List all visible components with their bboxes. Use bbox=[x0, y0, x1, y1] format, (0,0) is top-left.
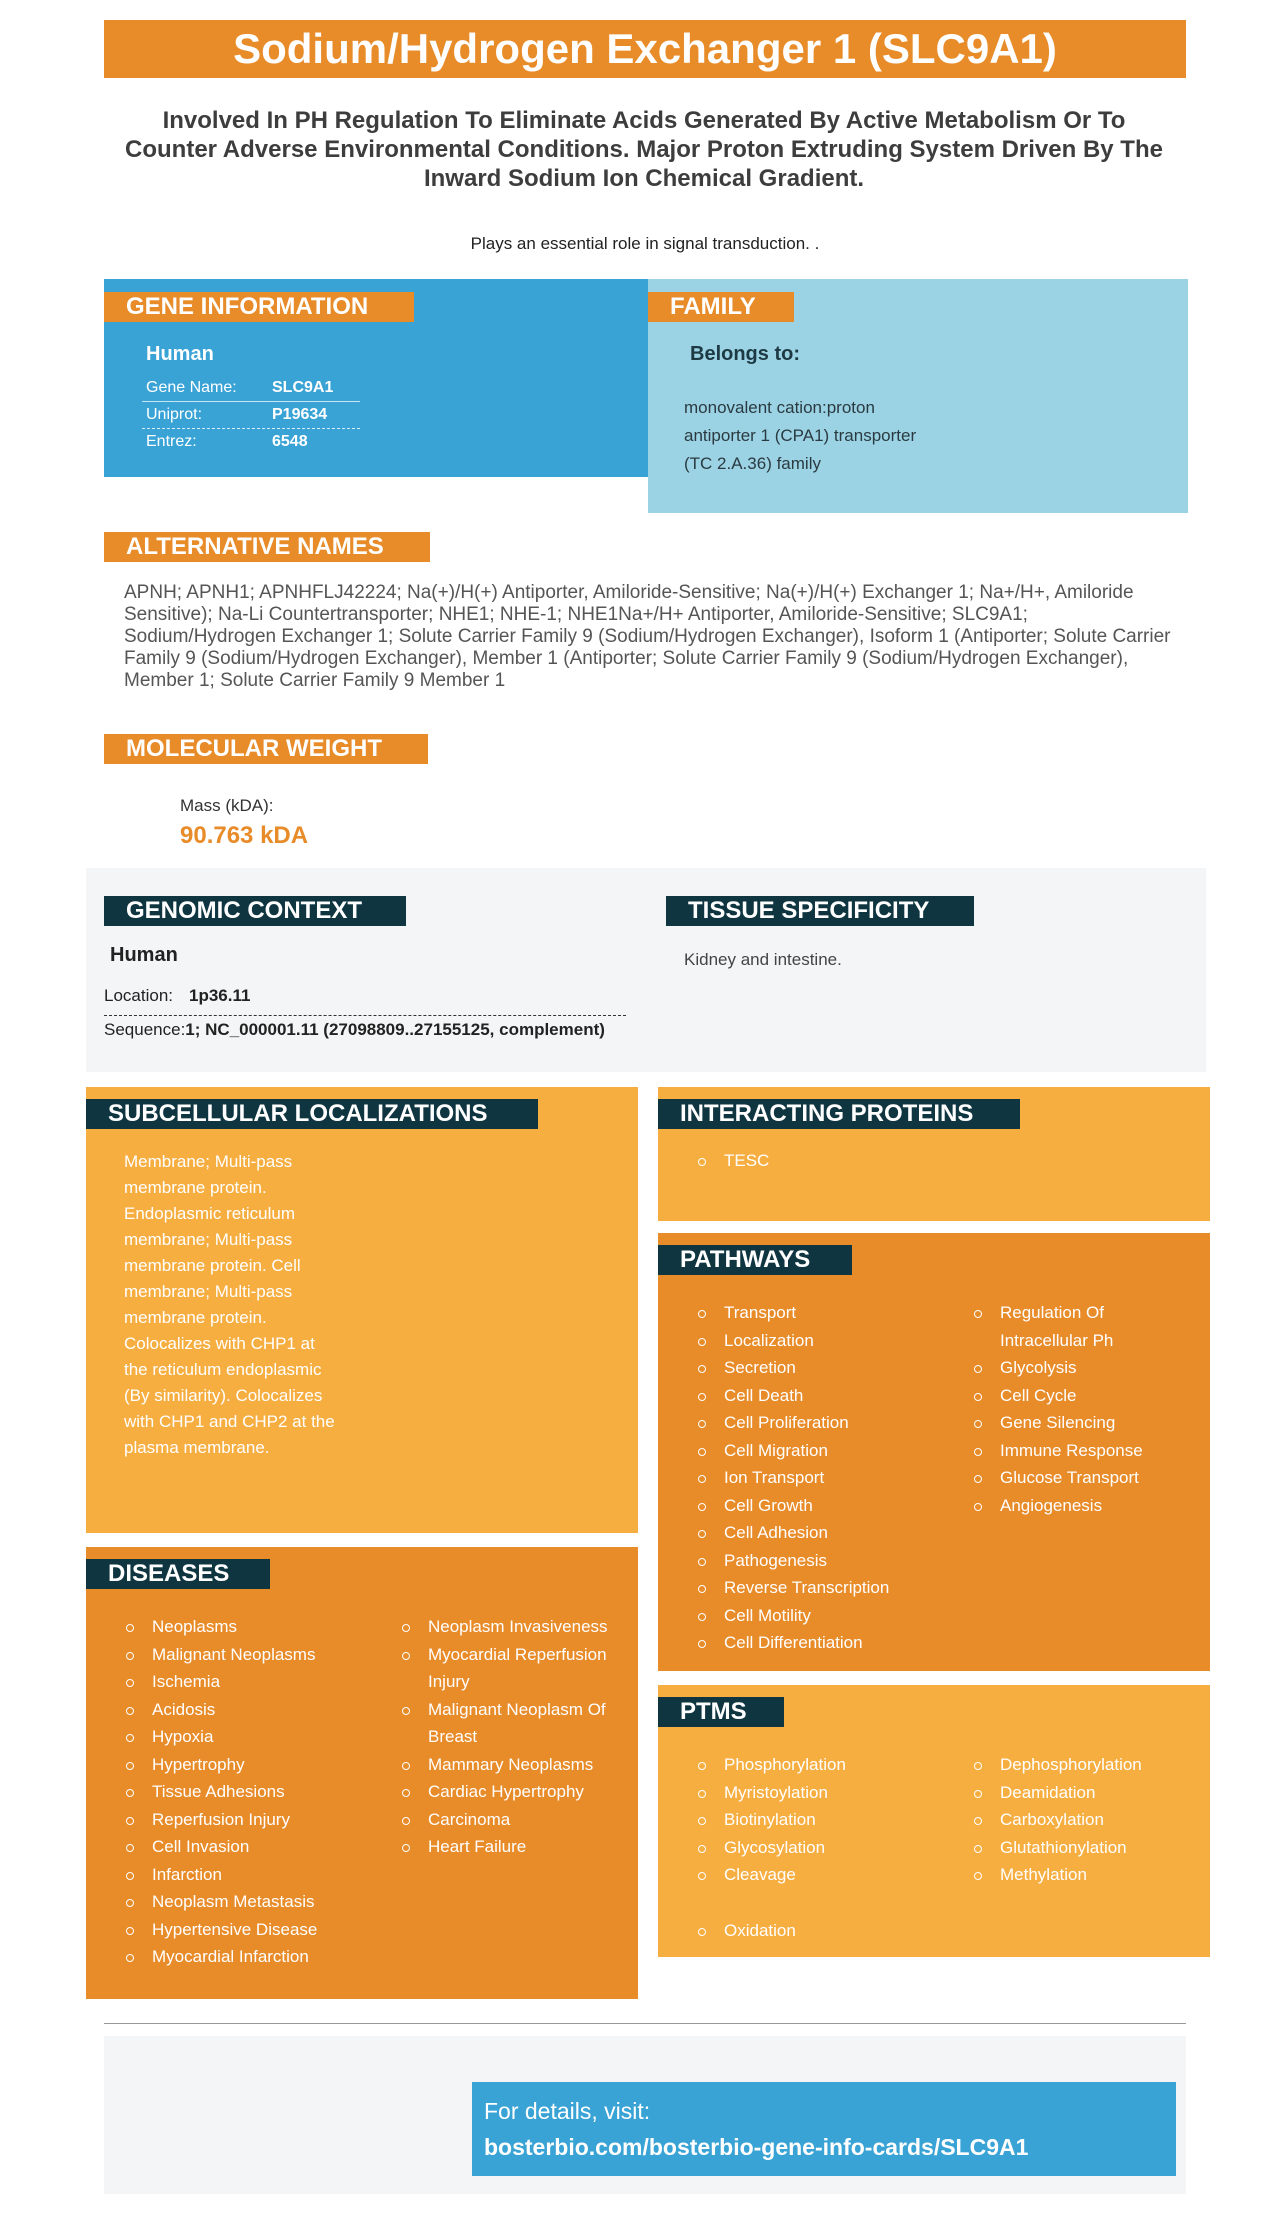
list-item: Carcinoma bbox=[400, 1806, 610, 1834]
footer-divider bbox=[104, 2023, 1186, 2024]
list-item: Myocardial Infarction bbox=[124, 1943, 374, 1971]
location-value: 1p36.11 bbox=[189, 986, 251, 1005]
list-item: Cardiac Hypertrophy bbox=[400, 1778, 610, 1806]
entrez-label: Entrez: bbox=[146, 433, 197, 450]
list-item: Gene Silencing bbox=[972, 1409, 1172, 1437]
list-item: Neoplasms bbox=[124, 1613, 374, 1641]
list-item: Malignant Neoplasm Of Breast bbox=[400, 1696, 610, 1751]
interacting-proteins-heading: INTERACTING PROTEINS bbox=[658, 1099, 1020, 1129]
list-item: Cleavage bbox=[696, 1861, 946, 1889]
list-item: Ischemia bbox=[124, 1668, 374, 1696]
diseases-list-col1 bbox=[124, 1613, 374, 1971]
list-item: Cell Differentiation bbox=[696, 1629, 946, 1657]
entrez-row bbox=[142, 429, 360, 456]
gene-species: Human bbox=[146, 343, 214, 365]
pathways-panel bbox=[658, 1233, 1210, 1671]
list-item: Cell Migration bbox=[696, 1437, 946, 1465]
details-url-link[interactable]: bosterbio.com/bosterbio-gene-info-cards/SLC9A1 bbox=[484, 2134, 1029, 2160]
gene-information-heading: GENE INFORMATION bbox=[104, 292, 414, 322]
pathways-list-col1 bbox=[696, 1299, 946, 1657]
subcellular-panel bbox=[86, 1087, 638, 1533]
diseases-panel bbox=[86, 1547, 638, 1999]
gene-name-label: Gene Name: bbox=[146, 379, 237, 396]
details-label: For details, visit: bbox=[484, 2098, 651, 2124]
list-item: Glycolysis bbox=[972, 1354, 1172, 1382]
protein-function-summary: Involved In PH Regulation To Eliminate Acids Generated By Active Metabolism Or To Counter Adverse Environmental Conditions. Major Proton Extruding System Driven By The Inward Sodium Ion Chemical Gradient. bbox=[125, 107, 1163, 192]
list-item: Cell Invasion bbox=[124, 1833, 374, 1861]
list-item: Cell Adhesion bbox=[696, 1519, 946, 1547]
list-item: Hypertensive Disease bbox=[124, 1916, 374, 1944]
list-item: Acidosis bbox=[124, 1696, 374, 1724]
list-item: Secretion bbox=[696, 1354, 946, 1382]
list-item: Cell Growth bbox=[696, 1492, 946, 1520]
list-item: Glucose Transport bbox=[972, 1464, 1172, 1492]
list-item: Hypoxia bbox=[124, 1723, 374, 1751]
list-item: Mammary Neoplasms bbox=[400, 1751, 610, 1779]
ptms-list-col2 bbox=[972, 1751, 1182, 1889]
tissue-specificity-text: Kidney and intestine. bbox=[684, 950, 842, 969]
genomic-species: Human bbox=[110, 944, 178, 966]
uniprot-label: Uniprot: bbox=[146, 406, 203, 423]
list-item: Carboxylation bbox=[972, 1806, 1182, 1834]
function-note: Plays an essential role in signal transduction. . bbox=[470, 234, 820, 253]
ptms-list-col1 bbox=[696, 1751, 946, 1889]
gene-name-value: SLC9A1 bbox=[272, 379, 334, 396]
tissue-specificity-heading: TISSUE SPECIFICITY bbox=[666, 896, 974, 926]
list-item: Cell Cycle bbox=[972, 1382, 1172, 1410]
genomic-tissue-section bbox=[86, 868, 1206, 1072]
list-item: Oxidation bbox=[696, 1917, 946, 1945]
list-item: Transport bbox=[696, 1299, 946, 1327]
list-item: Malignant Neoplasms bbox=[124, 1641, 374, 1669]
list-item: Deamidation bbox=[972, 1779, 1182, 1807]
uniprot-value: P19634 bbox=[272, 406, 328, 423]
alternative-names-text: APNH; APNH1; APNHFLJ42224; Na(+)/H(+) Antiporter, Amiloride-Sensitive; Na(+)/H(+) Exchanger 1; Na+/H+, Amiloride Sensitive); Na-Li Countertransporter; NHE1; NHE-1; NHE1Na+/H+ Antiporter, Amiloride-Sensitive; SLC9A1; Sodium/Hydrogen Exchanger 1; Solute Carrier Family 9 (Sodium/Hydrogen Exchanger), Isoform 1 (Antiporter; Solute Carrier Family 9 (Sodium/Hydrogen Exchanger), Member 1 (Antiporter; Solute Carrier Family 9 (Sodium/Hydrogen Exchanger), Member 1; Solute Carrier Family 9 Member 1 bbox=[124, 582, 1171, 691]
list-item: Biotinylation bbox=[696, 1806, 946, 1834]
list-item: Glutathionylation bbox=[972, 1834, 1182, 1862]
ptms-list-extra bbox=[696, 1917, 946, 1945]
diseases-heading: DISEASES bbox=[86, 1559, 270, 1589]
list-item: Reperfusion Injury bbox=[124, 1806, 374, 1834]
pathways-list-col2 bbox=[972, 1299, 1172, 1519]
list-item: Reverse Transcription bbox=[696, 1574, 946, 1602]
sequence-label: Sequence: bbox=[104, 1020, 186, 1039]
list-item: Regulation Of Intracellular Ph bbox=[972, 1299, 1172, 1354]
list-item: Pathogenesis bbox=[696, 1547, 946, 1575]
page-title: Sodium/Hydrogen Exchanger 1 (SLC9A1) bbox=[104, 20, 1186, 78]
list-item: Myristoylation bbox=[696, 1779, 946, 1807]
ptms-heading: PTMS bbox=[658, 1697, 784, 1727]
list-item: Cell Motility bbox=[696, 1602, 946, 1630]
mass-value: 90.763 kDA bbox=[180, 822, 309, 849]
list-item: Cell Death bbox=[696, 1382, 946, 1410]
pathways-heading: PATHWAYS bbox=[658, 1245, 852, 1275]
genomic-context-heading: GENOMIC CONTEXT bbox=[104, 896, 406, 926]
sequence-value: 1; NC_000001.11 (27098809..27155125, complement) bbox=[185, 1020, 605, 1039]
sequence-row bbox=[104, 1020, 626, 1040]
list-item: Neoplasm Invasiveness bbox=[400, 1613, 610, 1641]
list-item: Ion Transport bbox=[696, 1464, 946, 1492]
family-heading: FAMILY bbox=[648, 292, 794, 322]
molecular-weight-heading: MOLECULAR WEIGHT bbox=[104, 734, 428, 764]
list-item: Heart Failure bbox=[400, 1833, 610, 1861]
list-item: Angiogenesis bbox=[972, 1492, 1172, 1520]
list-item: Localization bbox=[696, 1327, 946, 1355]
list-item: Infarction bbox=[124, 1861, 374, 1889]
details-link-box[interactable] bbox=[472, 2082, 1176, 2176]
entrez-value: 6548 bbox=[272, 433, 308, 450]
gene-name-row bbox=[142, 375, 360, 402]
alternative-names-heading: ALTERNATIVE NAMES bbox=[104, 532, 430, 562]
list-item: Myocardial Reperfusion Injury bbox=[400, 1641, 610, 1696]
list-item: Methylation bbox=[972, 1861, 1182, 1889]
location-row bbox=[104, 986, 626, 1016]
list-item: TESC bbox=[696, 1147, 769, 1175]
family-text: monovalent cation:proton antiporter 1 (CPA1) transporter (TC 2.A.36) family bbox=[684, 398, 917, 473]
interacting-proteins-list bbox=[696, 1147, 769, 1175]
list-item: Cell Proliferation bbox=[696, 1409, 946, 1437]
belongs-to-label: Belongs to: bbox=[690, 343, 800, 365]
list-item: Dephosphorylation bbox=[972, 1751, 1182, 1779]
list-item: Neoplasm Metastasis bbox=[124, 1888, 374, 1916]
subcellular-text: Membrane; Multi-pass membrane protein. Endoplasmic reticulum membrane; Multi-pass membrane protein. Cell membrane; Multi-pass membrane protein. Colocalizes with CHP1 at the reticulum endoplasmic (By similarity). Colocalizes with CHP1 and CHP2 at the plasma membrane. bbox=[124, 1152, 335, 1457]
list-item: Glycosylation bbox=[696, 1834, 946, 1862]
subcellular-heading: SUBCELLULAR LOCALIZATIONS bbox=[86, 1099, 538, 1129]
list-item: Hypertrophy bbox=[124, 1751, 374, 1779]
interacting-proteins-panel bbox=[658, 1087, 1210, 1221]
list-item: Immune Response bbox=[972, 1437, 1172, 1465]
ptms-panel bbox=[658, 1685, 1210, 1957]
location-label: Location: bbox=[104, 986, 173, 1005]
list-item: Tissue Adhesions bbox=[124, 1778, 374, 1806]
list-item: Phosphorylation bbox=[696, 1751, 946, 1779]
diseases-list-col2 bbox=[400, 1613, 610, 1861]
mass-label: Mass (kDA): bbox=[180, 796, 274, 815]
uniprot-row bbox=[142, 402, 360, 429]
